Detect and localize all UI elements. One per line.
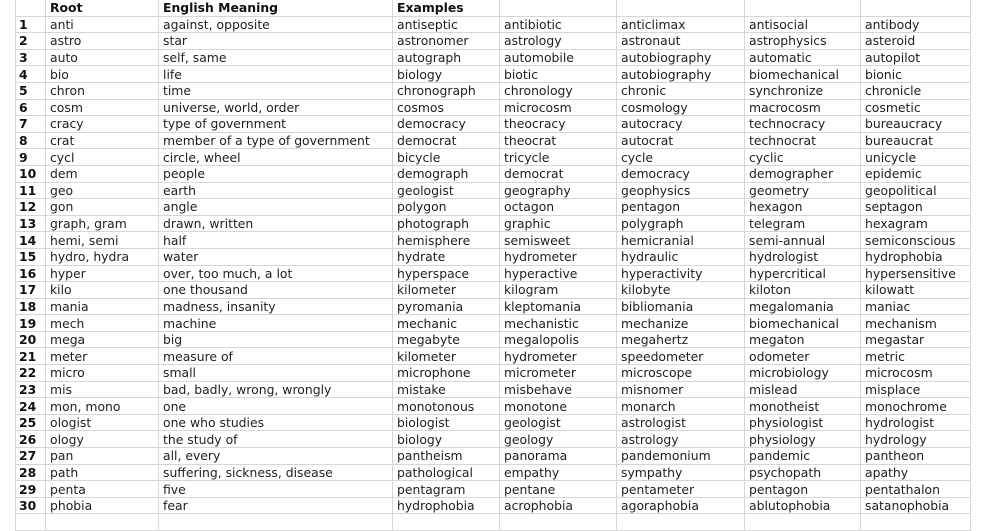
example-cell: kilogram — [500, 282, 617, 299]
example-cell: autobiography — [617, 49, 745, 66]
example-cell: bionic — [861, 66, 971, 83]
empty-cell — [500, 514, 617, 531]
example-cell: cosmetic — [861, 99, 971, 116]
example-cell: astrology — [500, 33, 617, 50]
root-cell: auto — [46, 49, 159, 66]
example-cell: megalomania — [745, 298, 861, 315]
root-cell: anti — [46, 16, 159, 33]
example-cell: kilometer — [393, 348, 500, 365]
example-cell: monotone — [500, 398, 617, 415]
header-blank — [500, 0, 617, 16]
table-row — [16, 298, 971, 315]
example-cell: pantheon — [861, 448, 971, 465]
example-cell: technocracy — [745, 116, 861, 133]
example-cell: pathological — [393, 464, 500, 481]
header-blank — [861, 0, 971, 16]
meaning-cell: the study of — [159, 431, 393, 448]
example-cell: geophysics — [617, 182, 745, 199]
table-row — [16, 448, 971, 465]
example-cell: biology — [393, 431, 500, 448]
example-cell: hexagon — [745, 199, 861, 216]
table-row — [16, 431, 971, 448]
example-cell: hypercritical — [745, 265, 861, 282]
meaning-cell: against, opposite — [159, 16, 393, 33]
example-cell: hypersensitive — [861, 265, 971, 282]
example-cell: hyperactivity — [617, 265, 745, 282]
example-cell: asteroid — [861, 33, 971, 50]
row-number: 5 — [16, 82, 46, 99]
root-cell: cosm — [46, 99, 159, 116]
header-blank — [745, 0, 861, 16]
example-cell: hydrometer — [500, 348, 617, 365]
example-cell: megastar — [861, 331, 971, 348]
example-cell: graphic — [500, 215, 617, 232]
row-number: 2 — [16, 33, 46, 50]
root-cell: mania — [46, 298, 159, 315]
example-cell: pentameter — [617, 481, 745, 498]
example-cell: microphone — [393, 365, 500, 382]
table-row — [16, 149, 971, 166]
table-row — [16, 33, 971, 50]
meaning-cell: five — [159, 481, 393, 498]
row-number: 16 — [16, 265, 46, 282]
root-cell: mon, mono — [46, 398, 159, 415]
example-cell: hyperspace — [393, 265, 500, 282]
example-cell: mechanistic — [500, 315, 617, 332]
example-cell: astrophysics — [745, 33, 861, 50]
root-cell: mis — [46, 381, 159, 398]
example-cell: physiology — [745, 431, 861, 448]
root-cell: hydro, hydra — [46, 248, 159, 265]
example-cell: pantheism — [393, 448, 500, 465]
row-number: 29 — [16, 481, 46, 498]
meaning-cell: earth — [159, 182, 393, 199]
table-body — [16, 16, 971, 530]
example-cell: geometry — [745, 182, 861, 199]
example-cell: hydrophobia — [393, 497, 500, 514]
row-number: 15 — [16, 248, 46, 265]
example-cell: physiologist — [745, 414, 861, 431]
row-number: 28 — [16, 464, 46, 481]
row-number: 11 — [16, 182, 46, 199]
example-cell: semi-annual — [745, 232, 861, 249]
meaning-cell: circle, wheel — [159, 149, 393, 166]
meaning-cell: big — [159, 331, 393, 348]
empty-cell — [861, 514, 971, 531]
table-row — [16, 99, 971, 116]
row-number: 4 — [16, 66, 46, 83]
header-english-meaning: English Meaning — [159, 0, 393, 16]
root-cell: chron — [46, 82, 159, 99]
meaning-cell: star — [159, 33, 393, 50]
example-cell: astronomer — [393, 33, 500, 50]
row-number: 14 — [16, 232, 46, 249]
row-number: 23 — [16, 381, 46, 398]
example-cell: antisocial — [745, 16, 861, 33]
header-root: Root — [46, 0, 159, 16]
row-number: 12 — [16, 199, 46, 216]
example-cell: hemicranial — [617, 232, 745, 249]
example-cell: polygraph — [617, 215, 745, 232]
example-cell: maniac — [861, 298, 971, 315]
root-cell: gon — [46, 199, 159, 216]
root-cell: dem — [46, 165, 159, 182]
row-number: 22 — [16, 365, 46, 382]
meaning-cell: machine — [159, 315, 393, 332]
meaning-cell: suffering, sickness, disease — [159, 464, 393, 481]
example-cell: acrophobia — [500, 497, 617, 514]
example-cell: geopolitical — [861, 182, 971, 199]
root-cell: meter — [46, 348, 159, 365]
example-cell: technocrat — [745, 132, 861, 149]
meaning-cell: people — [159, 165, 393, 182]
table-row — [16, 282, 971, 299]
meaning-cell: madness, insanity — [159, 298, 393, 315]
example-cell: hydrophobia — [861, 248, 971, 265]
example-cell: mechanize — [617, 315, 745, 332]
root-cell: pan — [46, 448, 159, 465]
example-cell: democracy — [393, 116, 500, 133]
example-cell: antiseptic — [393, 16, 500, 33]
row-number: 13 — [16, 215, 46, 232]
meaning-cell: measure of — [159, 348, 393, 365]
example-cell: pentathalon — [861, 481, 971, 498]
meaning-cell: small — [159, 365, 393, 382]
empty-cell — [159, 514, 393, 531]
example-cell: astrologist — [617, 414, 745, 431]
table-row — [16, 82, 971, 99]
root-cell: kilo — [46, 282, 159, 299]
table-row — [16, 497, 971, 514]
root-cell: cracy — [46, 116, 159, 133]
meaning-cell: one who studies — [159, 414, 393, 431]
example-cell: synchronize — [745, 82, 861, 99]
example-cell: misnomer — [617, 381, 745, 398]
meaning-cell: half — [159, 232, 393, 249]
example-cell: chronic — [617, 82, 745, 99]
table-row — [16, 165, 971, 182]
example-cell: automobile — [500, 49, 617, 66]
example-cell: hydrology — [861, 431, 971, 448]
meaning-cell: universe, world, order — [159, 99, 393, 116]
row-number: 1 — [16, 16, 46, 33]
example-cell: bureaucracy — [861, 116, 971, 133]
table-row — [16, 464, 971, 481]
row-number: 30 — [16, 497, 46, 514]
row-number: 26 — [16, 431, 46, 448]
table-row — [16, 315, 971, 332]
row-number: 27 — [16, 448, 46, 465]
example-cell: autobiography — [617, 66, 745, 83]
example-cell: tricycle — [500, 149, 617, 166]
table-row — [16, 49, 971, 66]
example-cell: misbehave — [500, 381, 617, 398]
example-cell: micrometer — [500, 365, 617, 382]
example-cell: hydrologist — [745, 248, 861, 265]
header-examples: Examples — [393, 0, 500, 16]
example-cell: chronology — [500, 82, 617, 99]
example-cell: microscope — [617, 365, 745, 382]
example-cell: monotheist — [745, 398, 861, 415]
example-cell: polygon — [393, 199, 500, 216]
example-cell: demograph — [393, 165, 500, 182]
root-cell: micro — [46, 365, 159, 382]
table-row — [16, 398, 971, 415]
example-cell: pentagram — [393, 481, 500, 498]
table-row — [16, 331, 971, 348]
header-index — [16, 0, 46, 16]
meaning-cell: bad, badly, wrong, wrongly — [159, 381, 393, 398]
example-cell: bibliomania — [617, 298, 745, 315]
root-cell: ologist — [46, 414, 159, 431]
example-cell: microcosm — [861, 365, 971, 382]
example-cell: autocracy — [617, 116, 745, 133]
example-cell: demographer — [745, 165, 861, 182]
example-cell: autopilot — [861, 49, 971, 66]
row-number: 10 — [16, 165, 46, 182]
meaning-cell: over, too much, a lot — [159, 265, 393, 282]
example-cell: monochrome — [861, 398, 971, 415]
row-number: 3 — [16, 49, 46, 66]
table-row — [16, 381, 971, 398]
example-cell: pyromania — [393, 298, 500, 315]
root-cell: cycl — [46, 149, 159, 166]
root-cell: astro — [46, 33, 159, 50]
row-number: 19 — [16, 315, 46, 332]
example-cell: hydrologist — [861, 414, 971, 431]
example-cell: mistake — [393, 381, 500, 398]
example-cell: biomechanical — [745, 315, 861, 332]
table-row — [16, 16, 971, 33]
meaning-cell: type of government — [159, 116, 393, 133]
table-row — [16, 116, 971, 133]
meaning-cell: time — [159, 82, 393, 99]
example-cell: mechanic — [393, 315, 500, 332]
row-number: 8 — [16, 132, 46, 149]
example-cell: psychopath — [745, 464, 861, 481]
empty-cell — [617, 514, 745, 531]
example-cell: geology — [500, 431, 617, 448]
example-cell: geologist — [500, 414, 617, 431]
example-cell: geography — [500, 182, 617, 199]
example-cell: megalopolis — [500, 331, 617, 348]
row-number: 25 — [16, 414, 46, 431]
meaning-cell: one thousand — [159, 282, 393, 299]
example-cell: democracy — [617, 165, 745, 182]
table-row — [16, 248, 971, 265]
example-cell: megabyte — [393, 331, 500, 348]
root-cell: mega — [46, 331, 159, 348]
example-cell: pentane — [500, 481, 617, 498]
table-row — [16, 132, 971, 149]
root-cell: mech — [46, 315, 159, 332]
example-cell: bureaucrat — [861, 132, 971, 149]
example-cell: bicycle — [393, 149, 500, 166]
empty-cell — [46, 514, 159, 531]
example-cell: speedometer — [617, 348, 745, 365]
example-cell: astronaut — [617, 33, 745, 50]
example-cell: hydrometer — [500, 248, 617, 265]
root-cell: graph, gram — [46, 215, 159, 232]
example-cell: mechanism — [861, 315, 971, 332]
example-cell: cosmology — [617, 99, 745, 116]
example-cell: monarch — [617, 398, 745, 415]
example-cell: hydrate — [393, 248, 500, 265]
table-row — [16, 265, 971, 282]
meaning-cell: drawn, written — [159, 215, 393, 232]
example-cell: cyclic — [745, 149, 861, 166]
example-cell: kilowatt — [861, 282, 971, 299]
example-cell: kleptomania — [500, 298, 617, 315]
example-cell: macrocosm — [745, 99, 861, 116]
root-cell: penta — [46, 481, 159, 498]
example-cell: misplace — [861, 381, 971, 398]
example-cell: photograph — [393, 215, 500, 232]
example-cell: automatic — [745, 49, 861, 66]
row-number: 20 — [16, 331, 46, 348]
example-cell: semisweet — [500, 232, 617, 249]
example-cell: biomechanical — [745, 66, 861, 83]
table-row — [16, 348, 971, 365]
example-cell: telegram — [745, 215, 861, 232]
example-cell: mislead — [745, 381, 861, 398]
table-row — [16, 365, 971, 382]
example-cell: agoraphobia — [617, 497, 745, 514]
example-cell: hexagram — [861, 215, 971, 232]
example-cell: pandemonium — [617, 448, 745, 465]
example-cell: hemisphere — [393, 232, 500, 249]
example-cell: sympathy — [617, 464, 745, 481]
empty-cell — [393, 514, 500, 531]
empty-cell — [745, 514, 861, 531]
root-cell: hemi, semi — [46, 232, 159, 249]
root-cell: geo — [46, 182, 159, 199]
example-cell: octagon — [500, 199, 617, 216]
root-cell: path — [46, 464, 159, 481]
example-cell: cycle — [617, 149, 745, 166]
row-number: 17 — [16, 282, 46, 299]
example-cell: biologist — [393, 414, 500, 431]
example-cell: biology — [393, 66, 500, 83]
example-cell: odometer — [745, 348, 861, 365]
example-cell: autograph — [393, 49, 500, 66]
example-cell: hyperactive — [500, 265, 617, 282]
example-cell: panorama — [500, 448, 617, 465]
table-row — [16, 215, 971, 232]
example-cell: semiconscious — [861, 232, 971, 249]
example-cell: theocracy — [500, 116, 617, 133]
meaning-cell: life — [159, 66, 393, 83]
meaning-cell: water — [159, 248, 393, 265]
example-cell: theocrat — [500, 132, 617, 149]
empty-cell — [16, 514, 46, 531]
example-cell: pentagon — [745, 481, 861, 498]
example-cell: apathy — [861, 464, 971, 481]
example-cell: kilobyte — [617, 282, 745, 299]
header-blank — [617, 0, 745, 16]
example-cell: kiloton — [745, 282, 861, 299]
example-cell: democrat — [500, 165, 617, 182]
root-cell: hyper — [46, 265, 159, 282]
row-number: 7 — [16, 116, 46, 133]
table-row-partial — [16, 514, 971, 531]
root-cell: bio — [46, 66, 159, 83]
example-cell: democrat — [393, 132, 500, 149]
example-cell: cosmos — [393, 99, 500, 116]
example-cell: antibiotic — [500, 16, 617, 33]
meaning-cell: self, same — [159, 49, 393, 66]
meaning-cell: angle — [159, 199, 393, 216]
example-cell: megahertz — [617, 331, 745, 348]
example-cell: megaton — [745, 331, 861, 348]
example-cell: pandemic — [745, 448, 861, 465]
example-cell: microbiology — [745, 365, 861, 382]
root-cell: phobia — [46, 497, 159, 514]
example-cell: astrology — [617, 431, 745, 448]
meaning-cell: all, every — [159, 448, 393, 465]
table-row — [16, 414, 971, 431]
row-number: 24 — [16, 398, 46, 415]
table-row — [16, 66, 971, 83]
example-cell: unicycle — [861, 149, 971, 166]
table-row — [16, 199, 971, 216]
root-cell: crat — [46, 132, 159, 149]
meaning-cell: one — [159, 398, 393, 415]
meaning-cell: member of a type of government — [159, 132, 393, 149]
roots-table — [15, 0, 971, 531]
example-cell: monotonous — [393, 398, 500, 415]
meaning-cell: fear — [159, 497, 393, 514]
example-cell: empathy — [500, 464, 617, 481]
example-cell: microcosm — [500, 99, 617, 116]
row-number: 6 — [16, 99, 46, 116]
table-row — [16, 232, 971, 249]
example-cell: satanophobia — [861, 497, 971, 514]
row-number: 9 — [16, 149, 46, 166]
example-cell: ablutophobia — [745, 497, 861, 514]
example-cell: pentagon — [617, 199, 745, 216]
example-cell: biotic — [500, 66, 617, 83]
example-cell: septagon — [861, 199, 971, 216]
example-cell: metric — [861, 348, 971, 365]
example-cell: kilometer — [393, 282, 500, 299]
row-number: 18 — [16, 298, 46, 315]
row-number: 21 — [16, 348, 46, 365]
root-cell: ology — [46, 431, 159, 448]
example-cell: anticlimax — [617, 16, 745, 33]
example-cell: hydraulic — [617, 248, 745, 265]
example-cell: chronicle — [861, 82, 971, 99]
example-cell: antibody — [861, 16, 971, 33]
example-cell: chronograph — [393, 82, 500, 99]
header-row — [16, 0, 971, 16]
example-cell: autocrat — [617, 132, 745, 149]
table-row — [16, 182, 971, 199]
example-cell: geologist — [393, 182, 500, 199]
table-row — [16, 481, 971, 498]
example-cell: epidemic — [861, 165, 971, 182]
